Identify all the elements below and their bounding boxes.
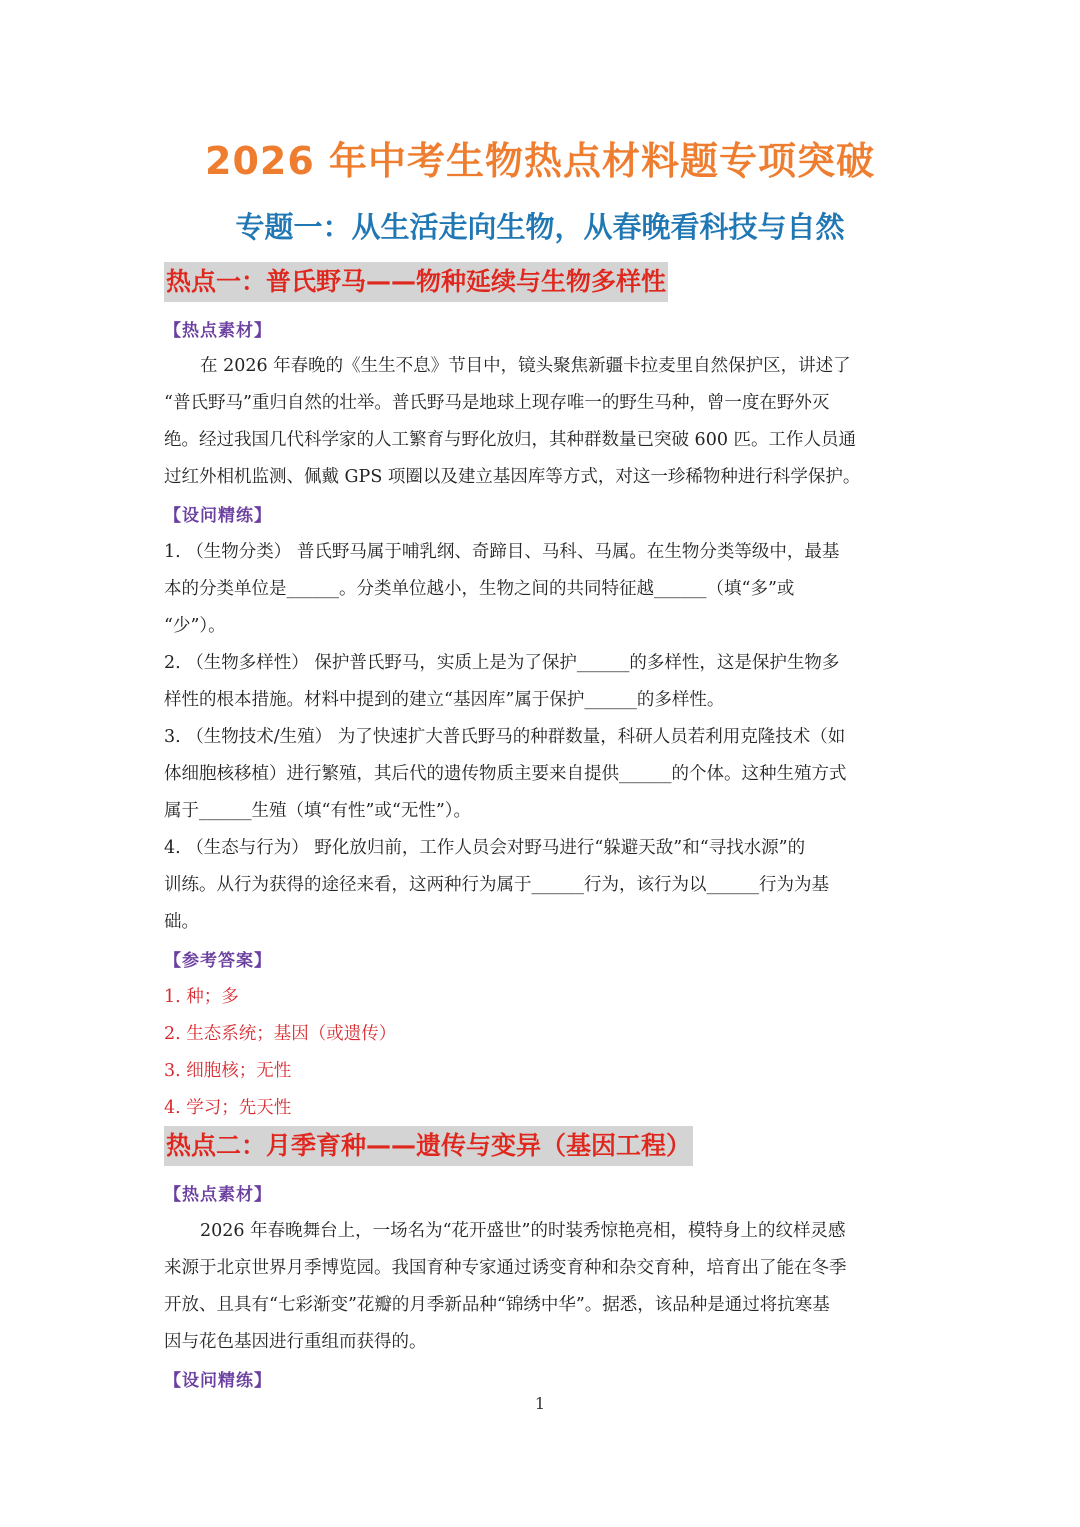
hotspot-2-material-line: 来源于北京世界月季博览园。我国育种专家通过诱变育种和杂交育种，培育出了能在冬季 xyxy=(164,1258,847,1278)
hotspot-1-material-line: “普氏野马”重归自然的壮举。普氏野马是地球上现存唯一的野生马种，曾一度在野外灭 xyxy=(164,393,830,413)
question-line: 础。 xyxy=(164,912,199,932)
question-line: 4. （生态与行为） 野化放归前，工作人员会对野马进行“躲避天敌”和“寻找水源”的 xyxy=(164,838,806,858)
hotspot-1-heading: 热点一：普氏野马——物种延续与生物多样性 xyxy=(164,262,668,302)
question-line: 训练。从行为获得的途径来看，这两种行为属于______行为，该行为以______行为为基 xyxy=(164,875,829,895)
question-line: 1. （生物分类） 普氏野马属于哺乳纲、奇蹄目、马科、马属。在生物分类等级中，最基 xyxy=(164,542,840,562)
answer-line: 3. 细胞核；无性 xyxy=(164,1061,292,1081)
question-line: 2. （生物多样性） 保护普氏野马，实质上是为了保护______的多样性，这是保护生物多 xyxy=(164,653,840,673)
page-title: 2026 年中考生物热点材料题专项突破 xyxy=(205,139,875,183)
hotspot-1-material-line: 绝。经过我国几代科学家的人工繁育与野化放归，其种群数量已突破 600 匹。工作人员通 xyxy=(164,430,857,450)
question-line: “少”）。 xyxy=(164,616,226,636)
hotspot-1-questions-tag: 【设问精练】 xyxy=(164,506,272,526)
question-line: 属于______生殖（填“有性”或“无性”）。 xyxy=(164,801,472,821)
hotspot-1-material-line: 过红外相机监测、佩戴 GPS 项圈以及建立基因库等方式，对这一珍稀物种进行科学保护。 xyxy=(164,467,861,487)
hotspot-2-material-line: 2026 年春晚舞台上，一场名为“花开盛世”的时装秀惊艳亮相，模特身上的纹样灵感 xyxy=(200,1221,846,1241)
hotspot-2-heading: 热点二：月季育种——遗传与变异（基因工程） xyxy=(164,1126,693,1166)
answer-line: 4. 学习；先天性 xyxy=(164,1098,292,1118)
answer-line: 1. 种；多 xyxy=(164,987,239,1007)
hotspot-1-material-line: 在 2026 年春晚的《生生不息》节目中，镜头聚焦新疆卡拉麦里自然保护区，讲述了 xyxy=(200,356,851,376)
page-number: 1 xyxy=(534,1394,546,1413)
question-line: 样性的根本措施。材料中提到的建立“基因库”属于保护______的多样性。 xyxy=(164,690,725,710)
topic-subtitle: 专题一：从生活走向生物，从春晚看科技与自然 xyxy=(235,210,845,244)
hotspot-2-material-line: 开放、且具有“七彩渐变”花瓣的月季新品种“锦绣中华”。据悉，该品种是通过将抗寒基 xyxy=(164,1295,830,1315)
question-line: 体细胞核移植）进行繁殖，其后代的遗传物质主要来自提供______的个体。这种生殖方式 xyxy=(164,764,847,784)
answer-line: 2. 生态系统；基因（或遗传） xyxy=(164,1024,397,1044)
hotspot-1-answers-tag: 【参考答案】 xyxy=(164,951,272,971)
hotspot-2-material-tag: 【热点素材】 xyxy=(164,1185,272,1205)
hotspot-2-material-line: 因与花色基因进行重组而获得的。 xyxy=(164,1332,427,1352)
question-line: 本的分类单位是______。分类单位越小，生物之间的共同特征越______（填“多”或 xyxy=(164,579,795,599)
question-line: 3. （生物技术/生殖） 为了快速扩大普氏野马的种群数量，科研人员若利用克隆技术（如 xyxy=(164,727,846,747)
hotspot-2-questions-tag: 【设问精练】 xyxy=(164,1371,272,1391)
hotspot-1-material-tag: 【热点素材】 xyxy=(164,321,272,341)
